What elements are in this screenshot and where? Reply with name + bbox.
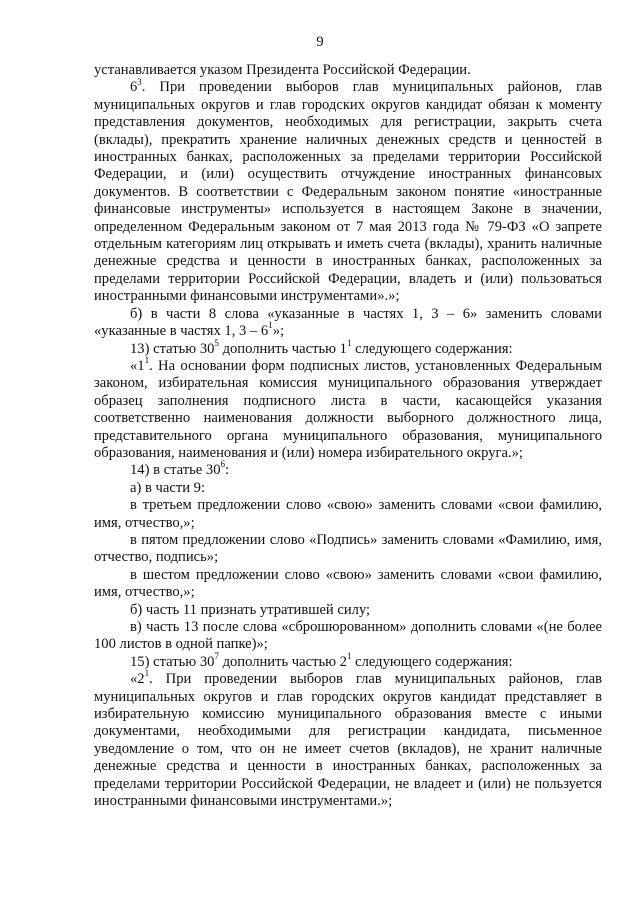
paragraph: [94, 459, 602, 479]
paragraph-text: в третьем предложении слово «свою» заменить словами «свои фамилию, имя, отчество,»;: [94, 497, 602, 531]
paragraph-text: следующего содержания:: [351, 340, 513, 357]
superscript: 3: [137, 76, 142, 87]
paragraph-text: :: [225, 462, 230, 479]
paragraph-text: устанавливается указом Президента Российской Федерации.: [94, 62, 471, 78]
paragraph-text: 13) статью 30: [130, 340, 215, 357]
paragraph-text: 15) статью 30: [130, 653, 215, 670]
paragraph: [94, 62, 602, 79]
paragraph-text: в) часть 13 после слова «сброшюрованном» дополнить словами «(не более 100 листов в одной папке)»;: [94, 619, 602, 653]
paragraph-text: дополнить частью 2: [218, 653, 347, 670]
paragraph: [94, 532, 602, 567]
paragraph-text: б) в части 8 слова «указанные в частях 1, 3 – 6» заменить словами «указанные в частях 1, 3 – 6: [94, 305, 602, 340]
paragraph-text: 6: [130, 79, 138, 96]
superscript: 5: [214, 337, 219, 348]
paragraph-text: а) в части 9:: [130, 479, 206, 496]
paragraph: [94, 306, 602, 341]
paragraph-text: . При проведении выборов глав муниципальных районов, глав муниципальных округов и глав городских округов кандидат представляет в избирательную комиссию муниципального образования вместе с иными документами, необходимыми для регистрации кандидата, письменное уведомление о том, что он не имеет счетов (вкладов), не хранит наличные денежные средства и ценности в иностранных банках, расположенных за пределами территории Российской Федерации, не владеет и (или) не пользуется иностранными финансовыми инструментами.»;: [94, 671, 602, 810]
superscript: 1: [144, 668, 150, 679]
paragraph: [94, 567, 602, 602]
paragraph-text: . На основании форм подписных листов, установленных Федеральным законом, избирательная комиссия муниципального образования утверждает образец заполнения подписного листа в части, касающейся указания соответственно наименования должности выборного должностного лица, представительного органа муниципального образования, муниципального образования, наименования и (или) номера избирательного округа.»;: [94, 357, 602, 461]
paragraph: [94, 355, 602, 462]
paragraph: [94, 337, 602, 358]
superscript: 6: [220, 459, 226, 470]
page-number: 9: [316, 34, 324, 50]
superscript: 1: [144, 355, 150, 366]
paragraph-text: дополнить частью 1: [218, 340, 347, 357]
paragraph-text: «2: [130, 671, 145, 688]
paragraph-text: «1: [130, 357, 145, 374]
paragraph: [94, 650, 602, 671]
paragraph: [94, 668, 602, 810]
document-body: [94, 62, 602, 810]
paragraph-text: в пятом предложении слово «Подпись» заменить словами «Фамилию, имя, отчество, подпись»;: [94, 531, 602, 566]
paragraph-text: в шестом предложении слово «свою» заменить словами «свои фамилию, имя, отчество,»;: [94, 566, 602, 601]
paragraph: [94, 619, 602, 654]
superscript: 7: [214, 650, 219, 661]
paragraph: [94, 497, 602, 532]
paragraph-text: . При проведении выборов глав муниципальных районов, глав муниципальных округов и глав городских округов кандидат обязан к моменту представления документов, необходимых для регистрации, закрыть счета (вклады), прекратить хранение наличных денежных средств и ценностей в иностранных банках, расположенных за пределами территории Российской Федерации, и (или) осуществить отчуждение иностранных финансовых документов. В соответствии с Федеральным законом понятие «иностранные финансовые инструменты» используется в настоящем Законе в значении, определенном Федеральным законом от 7 мая 2013 года № 79-ФЗ «О запрете отдельным категориям лиц открывать и иметь счета (вклады), хранить наличные денежные средства и ценности в иностранных банках, расположенных за пределами территории Российской Федерации, владеть и (или) пользоваться иностранными финансовыми инструментами».»;: [94, 79, 602, 305]
paragraph-text: следующего содержания:: [351, 653, 513, 670]
paragraph-text: б) часть 11 признать утратившей силу;: [130, 601, 371, 618]
paragraph: [94, 76, 602, 305]
superscript: 1: [346, 337, 352, 348]
paragraph-text: »;: [272, 323, 285, 340]
superscript: 1: [346, 650, 352, 661]
paragraph-text: 14) в статье 30: [130, 462, 221, 479]
superscript: 1: [268, 320, 273, 331]
paragraph: [94, 480, 602, 497]
paragraph: [94, 602, 602, 619]
